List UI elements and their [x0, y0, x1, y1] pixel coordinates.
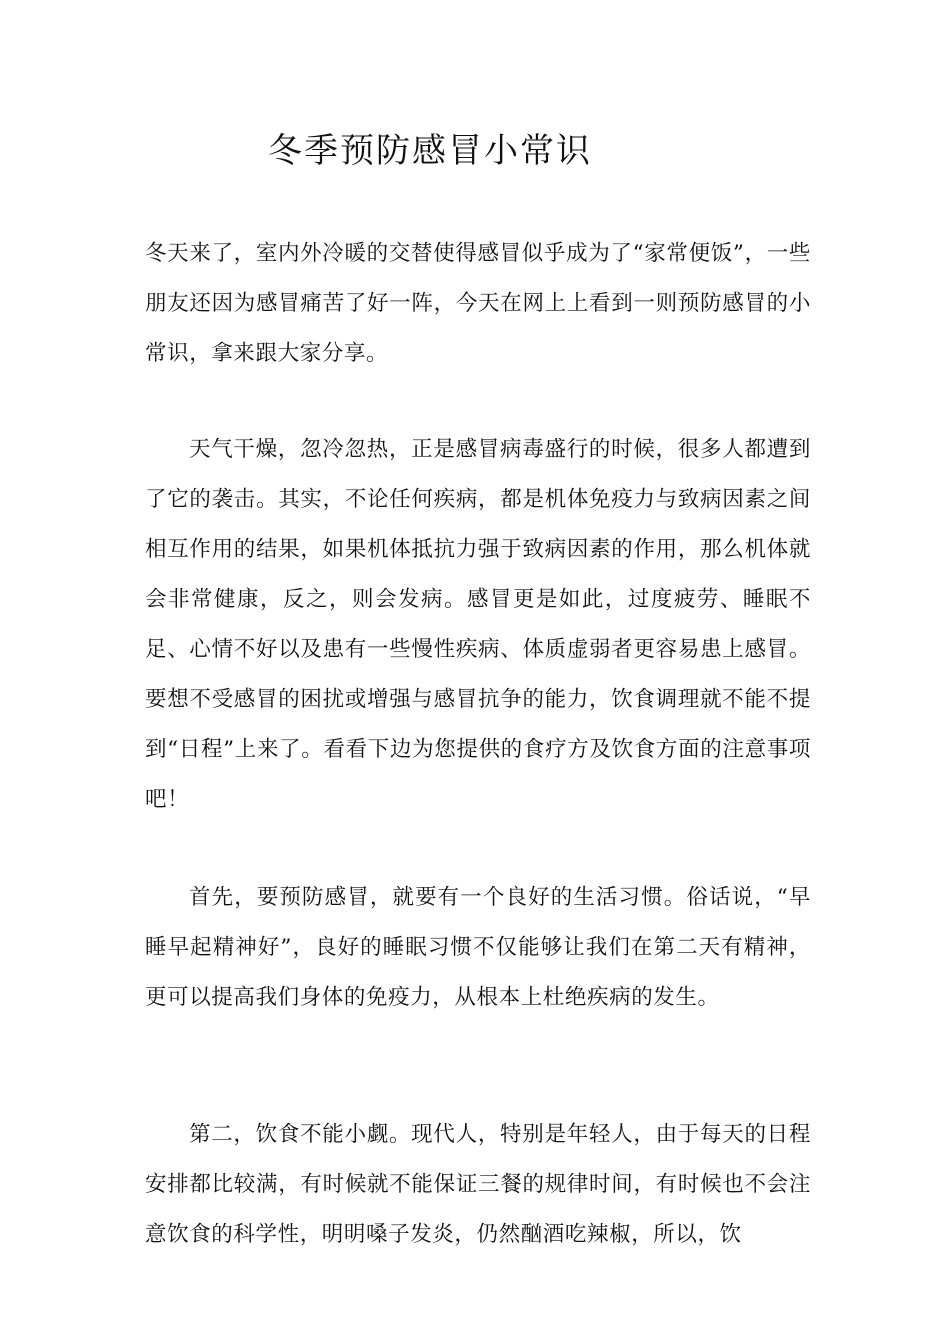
paragraph-second-diet: 第二，饮食不能小觑。现代人，特别是年轻人，由于每天的日程安排都比较满，有时候就不能保证三餐的规律时间，有时候也不会注意饮食的科学性，明明嗓子发炎，仍然酗酒吃辣椒，所以，饮 — [145, 1122, 811, 1247]
paragraph-first-habit: 首先，要预防感冒，就要有一个良好的生活习惯。俗话说，“早睡早起精神好”，良好的睡眠习惯不仅能够让我们在第二天有精神，更可以提高我们身体的免疫力，从根本上杜绝疾病的发生。 — [145, 885, 811, 1010]
paragraph-intro: 冬天来了，室内外冷暖的交替使得感冒似乎成为了“家常便饭”，一些朋友还因为感冒痛苦了好一阵，今天在网上上看到一则预防感冒的小常识，拿来跟大家分享。 — [145, 241, 811, 366]
paragraph-weather: 天气干燥，忽冷忽热，正是感冒病毒盛行的时候，很多人都遭到了它的袭击。其实，不论任何疾病，都是机体免疫力与致病因素之间相互作用的结果，如果机体抵抗力强于致病因素的作用，那么机体就会非常健康，反之，则会发病。感冒更是如此，过度疲劳、睡眠不足、心情不好以及患有一些慢性疾病、体质虚弱者更容易患上感冒。要想不受感冒的困扰或增强与感冒抗争的能力，饮食调理就不能不提到“日程”上来了。看看下边为您提供的食疗方及饮食方面的注意事项吧！ — [145, 437, 811, 812]
document-title: 冬季预防感冒小常识 — [268, 131, 592, 171]
